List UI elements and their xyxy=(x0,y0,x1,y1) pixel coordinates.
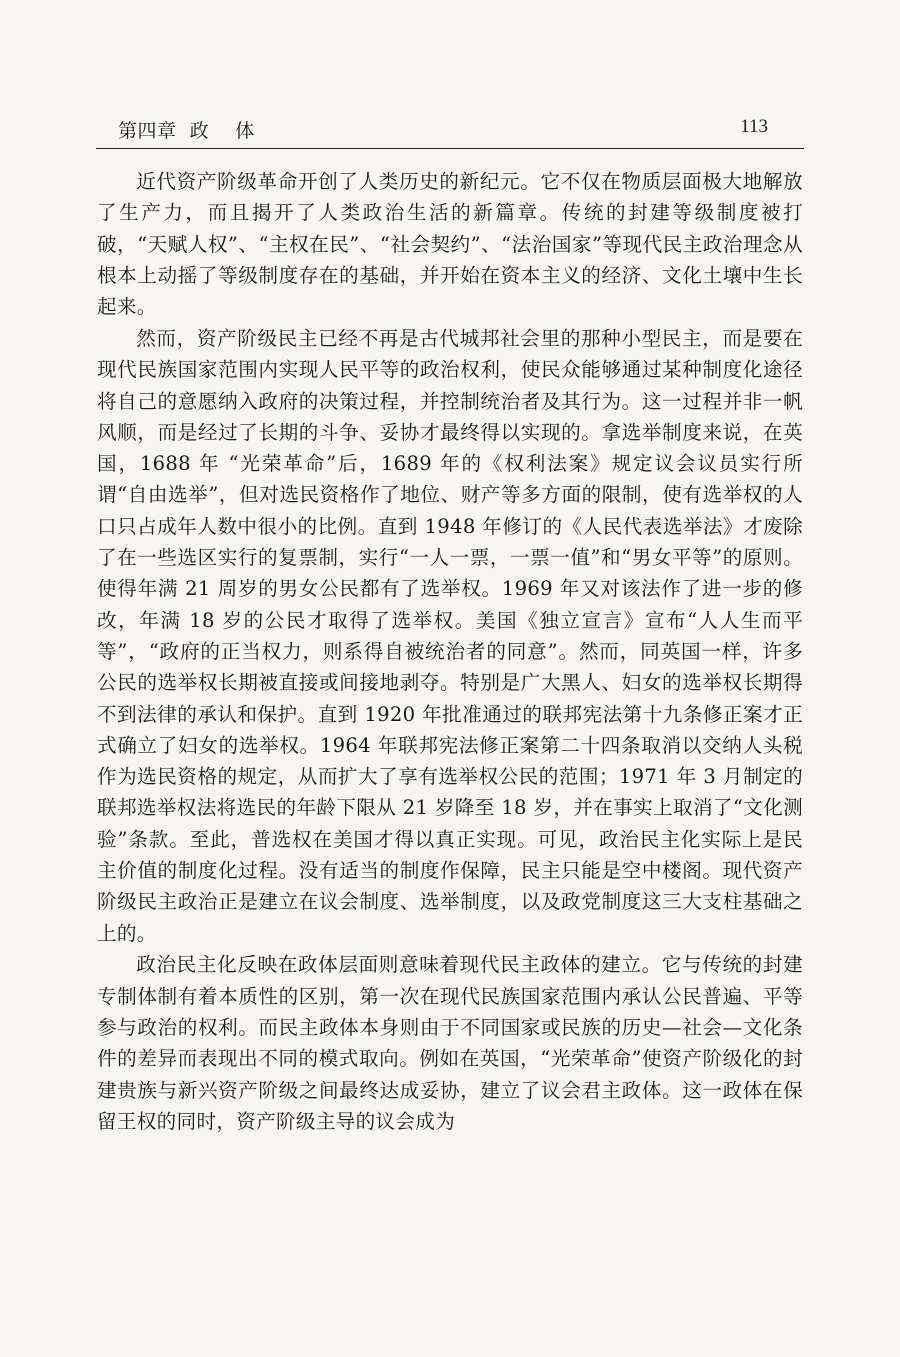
page-number: 113 xyxy=(740,116,768,137)
body-text xyxy=(97,166,803,1137)
paragraph: 政治民主化反映在政体层面则意味着现代民主政体的建立。它与传统的封建专制体制有着本质性的区别，第一次在现代民族国家范围内承认公民普遍、平等参与政治的权利。而民主政体本身则由于不同国家或民族的历史—社会—文化条件的差异而表现出不同的模式取向。例如在英国，“光荣革命”使资产阶级化的封建贵族与新兴资产阶级之间最终达成妥协，建立了议会君主政体。这一政体在保留王权的同时，资产阶级主导的议会成为 xyxy=(97,953,803,1133)
paragraph: 近代资产阶级革命开创了人类历史的新纪元。它不仅在物质层面极大地解放了生产力，而且揭开了人类政治生活的新篇章。传统的封建等级制度被打破，“天赋人权”、“主权在民”、“社会契约”、“法治国家”等现代民主政治理念从根本上动摇了等级制度存在的基础，并开始在资本主义的经济、文化土壤中生长起来。 xyxy=(97,170,803,319)
chapter-title: 第四章 政 体 xyxy=(118,120,255,142)
paragraph: 然而，资产阶级民主已经不再是古代城邦社会里的那种小型民主，而是要在现代民族国家范围内实现人民平等的政治权利，使民众能够通过某种制度化途径将自己的意愿纳入政府的决策过程，并控制统治者及其行为。这一过程并非一帆风顺，而是经过了长期的斗争、妥协才最终得以实现的。拿选举制度来说，在英国，1688 年 “光荣革命”后，1689 年的《权利法案》规定议会议员实行所谓“自由选举”，但对选民资格作了地位、财产等多方面的限制，使有选举权的人口只占成年人数中很小的比例。直到 1948 年修订的《人民代表选举法》才废除了在一些选区实行的复票制，实行“一人一票，一票一值”和“男女平等”的原则。使得年满 21 周岁的男女公民都有了选举权。1969 年又对该法作了进一步的修改，年满 18 岁的公民才取得了选举权。美国《独立宣言》宣布“人人生而平等”，“政府的正当权力，则系得自被统治者的同意”。然而，同英国一样，许多公民的选举权长期被直接或间接地剥夺。特别是广大黑人、妇女的选举权长期得不到法律的承认和保护。直到 1920 年批准通过的联邦宪法第十九条修正案才正式确立了妇女的选举权。1964 年联邦宪法修正案第二十四条取消以交纳人头税作为选民资格的规定，从而扩大了享有选举权公民的范围；1971 年 3 月制定的联邦选举权法将选民的年龄下限从 21 岁降至 18 岁，并在事实上取消了“文化测验”条款。至此，普选权在美国才得以真正实现。可见，政治民主化实际上是民主价值的制度化过程。没有适当的制度作保障，民主只能是空中楼阁。现代资产阶级民主政治正是建立在议会制度、选举制度，以及政党制度这三大支柱基础之上的。 xyxy=(97,326,803,945)
running-header xyxy=(96,112,804,149)
